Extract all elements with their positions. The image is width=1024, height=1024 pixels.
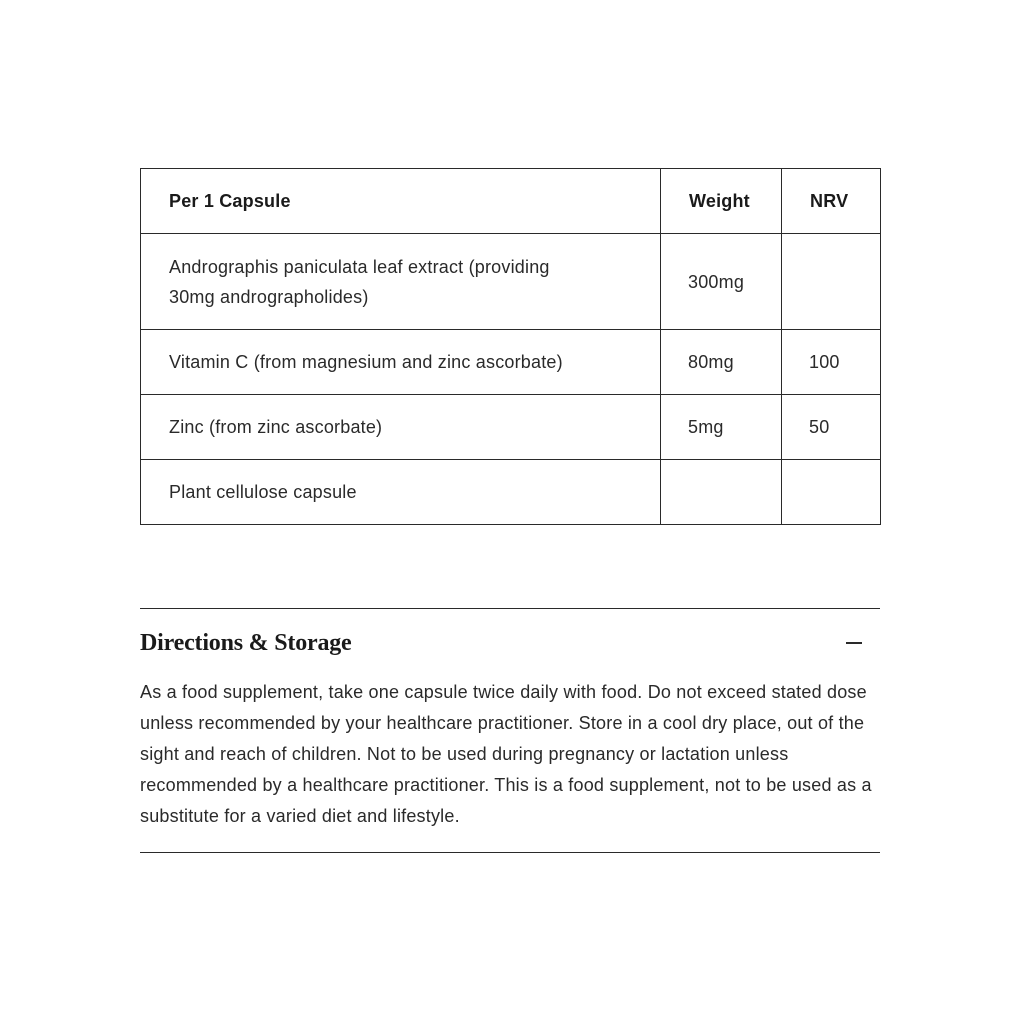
header-nrv: NRV bbox=[782, 169, 881, 234]
table-header-row bbox=[141, 169, 881, 234]
ingredient-name: Vitamin C (from magnesium and zinc ascorbate) bbox=[141, 330, 661, 395]
ingredient-nrv: 100 bbox=[782, 330, 881, 395]
ingredient-weight: 300mg bbox=[661, 234, 782, 330]
nutrition-table bbox=[140, 168, 881, 525]
ingredient-nrv: 50 bbox=[782, 395, 881, 460]
directions-toggle[interactable] bbox=[140, 609, 880, 677]
header-per-capsule: Per 1 Capsule bbox=[141, 169, 661, 234]
table-row bbox=[141, 234, 881, 330]
directions-body: As a food supplement, take one capsule twice daily with food. Do not exceed stated dose unless recommended by your healthcare practitioner. Store in a cool dry place, out of the sight and reach of children. Not to be used during pregnancy or lactation unless recommended by a healthcare practitioner. This is a food supplement, not to be used as a substitute for a varied diet and lifestyle. bbox=[140, 682, 872, 826]
table-row bbox=[141, 330, 881, 395]
ingredient-name: Plant cellulose capsule bbox=[141, 460, 661, 525]
ingredient-name-line-2: 30mg andrographolides) bbox=[169, 286, 369, 307]
ingredient-weight bbox=[661, 460, 782, 525]
ingredient-name bbox=[141, 234, 661, 330]
bottom-divider bbox=[140, 852, 880, 853]
directions-title: Directions & Storage bbox=[140, 629, 352, 656]
ingredient-name: Zinc (from zinc ascorbate) bbox=[141, 395, 661, 460]
ingredient-nrv bbox=[782, 460, 881, 525]
ingredient-weight: 80mg bbox=[661, 330, 782, 395]
ingredient-nrv bbox=[782, 234, 881, 330]
directions-accordion bbox=[140, 608, 880, 853]
minus-icon[interactable] bbox=[846, 642, 862, 644]
ingredient-name-line-1: Andrographis paniculata leaf extract (providing bbox=[169, 256, 550, 277]
header-weight: Weight bbox=[661, 169, 782, 234]
table-row bbox=[141, 460, 881, 525]
ingredient-weight: 5mg bbox=[661, 395, 782, 460]
table-row bbox=[141, 395, 881, 460]
